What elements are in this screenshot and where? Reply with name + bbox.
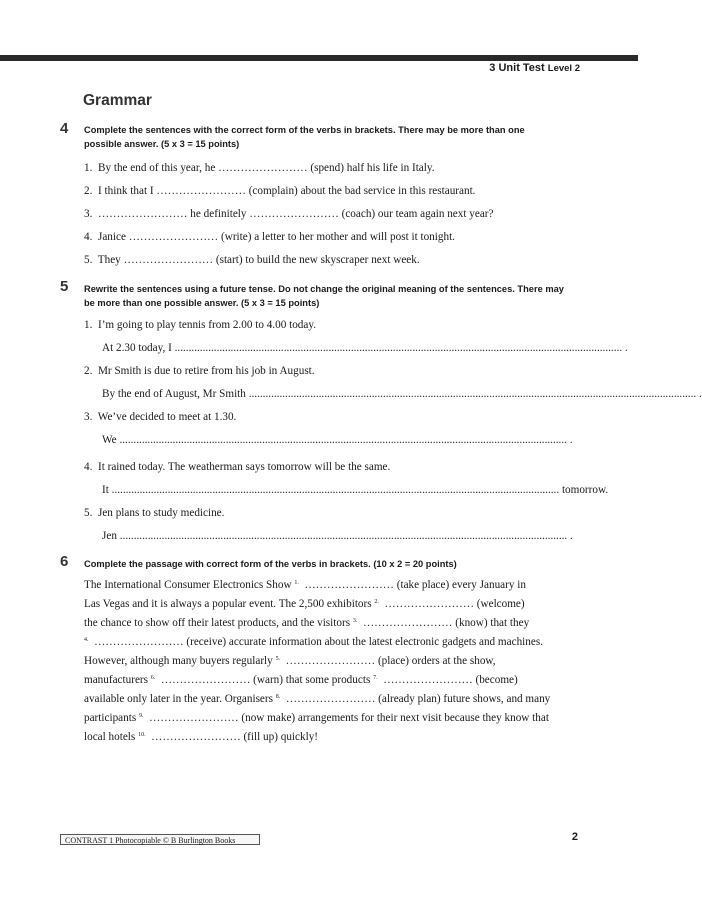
ex6-text: …………………… (fill up) quickly!: [145, 731, 319, 743]
gap-number: 3.: [352, 618, 358, 624]
ex6-text: …………………… (already plan) future shows, and many: [280, 693, 551, 705]
ex6-line-9: [84, 731, 318, 743]
ex6-text: …………………… (warn) that some products: [155, 674, 374, 686]
ex5-item-3-end: .: [566, 434, 573, 446]
ex5-item-2-prompt: 2. Mr Smith is due to retire from his job in August.: [84, 365, 315, 377]
ex5-item-1-prompt: 1. I’m going to play tennis from 2.00 to 4.00 today.: [84, 319, 317, 331]
ex5-item-3-dots: ................................................................................................................................................................: [116, 434, 567, 446]
ex6-line-5: [84, 655, 496, 667]
header-level: Level 2: [547, 63, 580, 74]
ex6-text: …………………… (know) that they: [357, 617, 530, 629]
ex6-text: local hotels: [84, 731, 139, 743]
top-rule: [0, 55, 638, 61]
ex4-item-3: 3. …………………… he definitely …………………… (coach) our team again next year?: [84, 208, 494, 220]
header-unit: 3 Unit Test: [489, 62, 545, 74]
ex5-item-5-answer-line: [102, 530, 573, 542]
ex6-line-1: [84, 579, 526, 591]
ex5-item-3-answer-line: [102, 434, 573, 446]
ex6-text: …………………… (place) orders at the show,: [280, 655, 496, 667]
ex5-item-5-start: Jen: [102, 530, 117, 542]
exercise-5-instruction: Rewrite the sentences using a future tense. Do not change the original meaning of the sentences. There may be more than one possible answer. (5 x 3 = 15 points): [84, 284, 564, 308]
ex4-item-4: 4. Janice …………………… (write) a letter to her mother and will post it tonight.: [84, 231, 455, 243]
ex5-item-4-start: It: [102, 484, 109, 496]
ex5-item-5-end: .: [567, 530, 573, 542]
exercise-5-number: 5: [60, 278, 69, 295]
gap-number: 6.: [150, 675, 156, 681]
ex5-item-3-prompt: 3. We’ve decided to meet at 1.30.: [84, 411, 237, 423]
ex6-line-4: [84, 636, 543, 648]
ex5-item-4-dots: ................................................................................................................................................................: [108, 484, 560, 496]
ex5-item-5-prompt: 5. Jen plans to study medicine.: [84, 507, 225, 519]
ex6-text: …………………… (now make) arrangements for their next visit because they know that: [143, 712, 549, 724]
ex5-item-5-dots: ................................................................................................................................................................: [116, 530, 568, 542]
page-header: [489, 62, 580, 74]
ex5-item-4-answer-line: [102, 484, 609, 496]
ex6-text: available only later in the year. Organisers: [84, 693, 276, 705]
ex5-item-1-start: At 2.30 today, I: [102, 342, 172, 354]
ex5-item-3-start: We: [102, 434, 117, 446]
ex5-item-1-dots: ................................................................................................................................................................: [171, 342, 623, 354]
ex5-item-4-end: tomorrow.: [559, 484, 609, 496]
ex5-item-1-answer-line: [102, 342, 628, 354]
ex4-item-5: 5. They …………………… (start) to build the new skyscraper next week.: [84, 254, 420, 266]
exercise-4-number: 4: [60, 120, 69, 137]
ex6-text: Las Vegas and it is always a popular event. The 2,500 exhibitors: [84, 598, 375, 610]
ex4-item-1: 1. By the end of this year, he …………………… (spend) half his life in Italy.: [84, 162, 435, 174]
footer-copyright: CONTRAST 1 Photocopiable © B Burlington Books: [60, 834, 260, 845]
gap-number: 5.: [275, 656, 281, 662]
ex4-item-2: 2. I think that I …………………… (complain) about the bad service in this restaurant.: [84, 185, 476, 197]
gap-number: 9.: [139, 713, 144, 719]
ex6-text: participants: [84, 712, 139, 724]
exercise-6-instruction: Complete the passage with correct form of the verbs in brackets. (10 x 2 = 20 points): [84, 559, 457, 569]
ex5-item-2-answer-line: [102, 388, 702, 400]
gap-number: 2.: [374, 599, 379, 605]
ex6-line-7: [84, 693, 550, 705]
page-number: 2: [571, 831, 578, 843]
ex6-line-6: [84, 674, 518, 686]
ex5-item-2-start: By the end of August, Mr Smith: [102, 388, 246, 400]
ex6-text: the chance to show off their latest products, and the visitors: [84, 617, 353, 629]
ex6-text: The International Consumer Electronics Show: [84, 579, 295, 591]
gap-number: 8.: [275, 694, 281, 700]
gap-number: 4.: [84, 637, 89, 643]
ex6-line-8: [84, 712, 549, 724]
section-title: Grammar: [83, 92, 152, 109]
ex5-item-2-dots: ................................................................................................................................................................: [245, 388, 697, 400]
ex6-line-2: [84, 598, 525, 610]
ex6-text: …………………… (take place) every January in: [298, 579, 526, 591]
gap-number: 1.: [294, 580, 299, 586]
exercise-4-instruction: Complete the sentences with the correct form of the verbs in brackets. There may be more than one possible answer. (5 x 3 = 15 points): [84, 125, 525, 149]
ex6-line-3: [84, 617, 529, 629]
ex6-text: manufacturers: [84, 674, 151, 686]
ex5-item-4-prompt: 4. It rained today. The weatherman says tomorrow will be the same.: [84, 461, 391, 473]
exercise-6-number: 6: [60, 553, 69, 570]
ex6-text: …………………… (receive) accurate information about the latest electronic gadgets and machines.: [88, 636, 543, 648]
ex6-text: However, although many buyers regularly: [84, 655, 276, 667]
ex5-item-2-end: .: [696, 388, 702, 400]
gap-number: 7.: [373, 675, 378, 681]
ex6-text: …………………… (become): [377, 674, 518, 686]
gap-number: 10.: [138, 732, 146, 738]
ex5-item-1-end: .: [622, 342, 628, 354]
ex6-text: …………………… (welcome): [378, 598, 525, 610]
